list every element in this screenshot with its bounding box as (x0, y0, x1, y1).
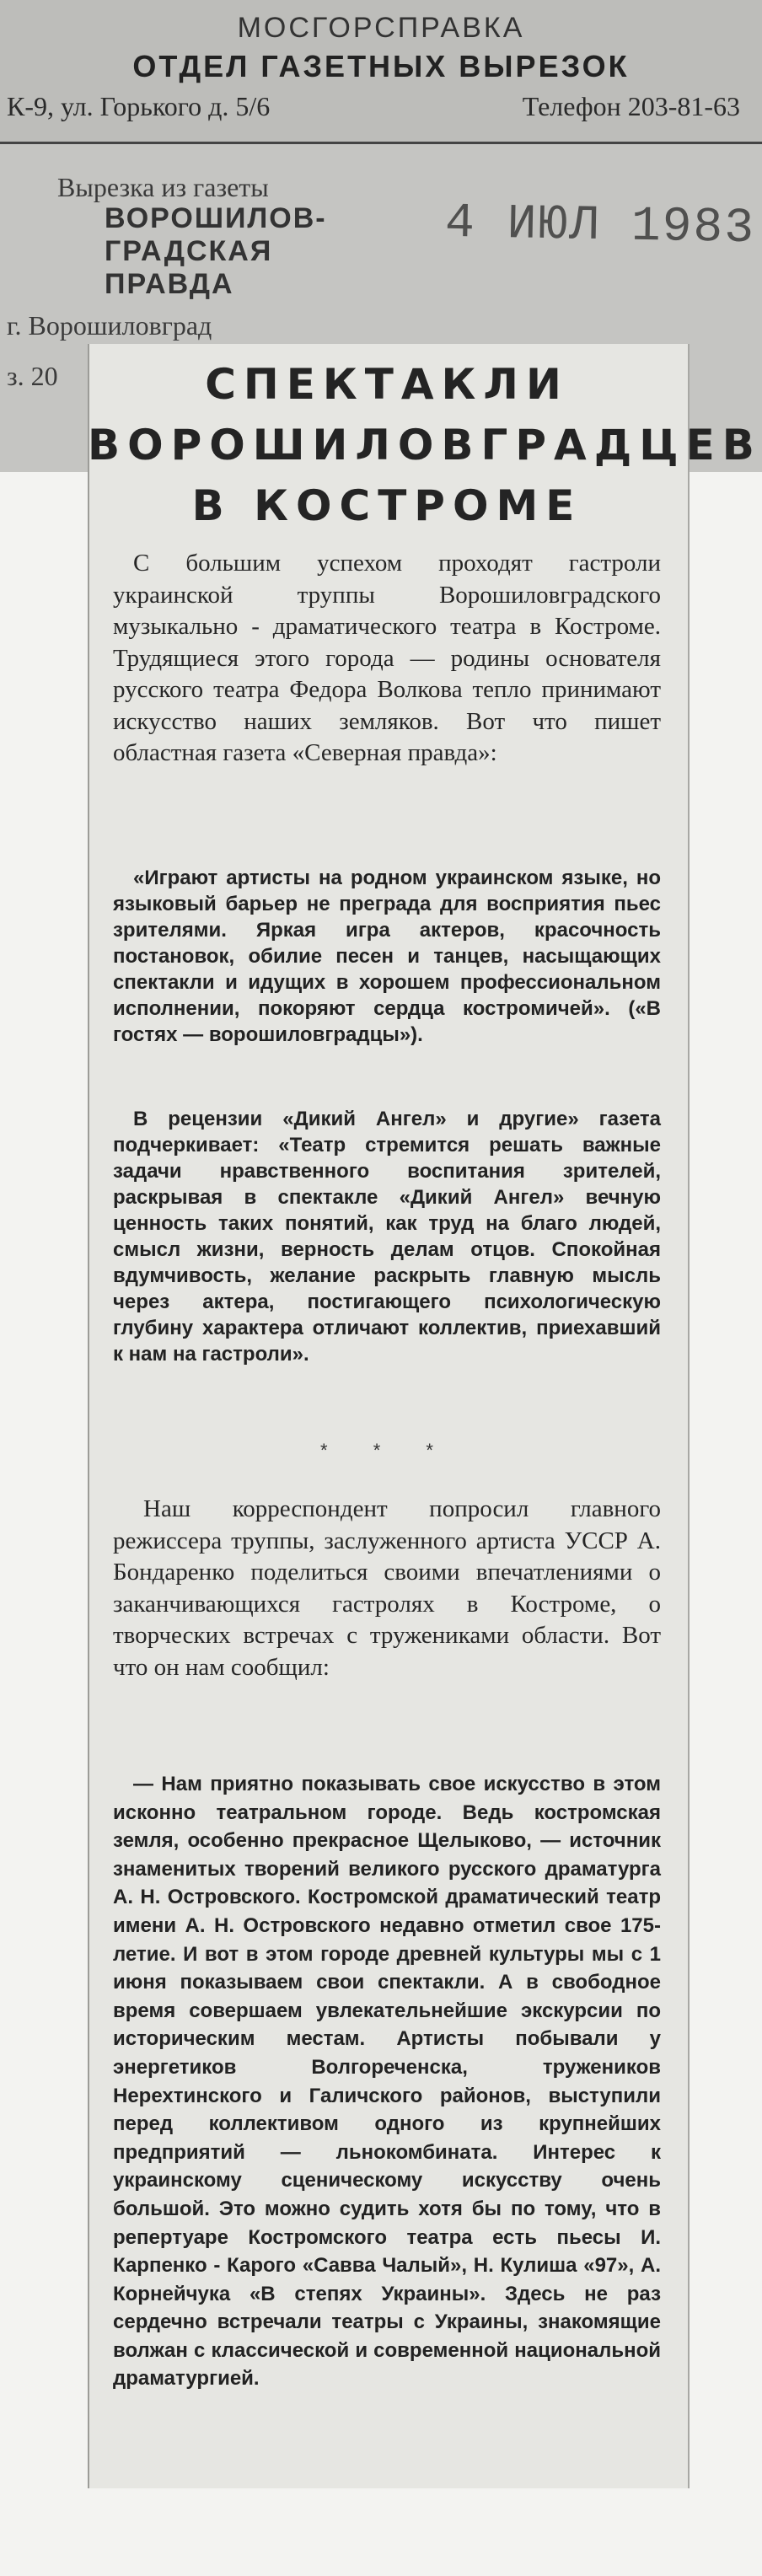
department-name: ОТДЕЛ ГАЗЕТНЫХ ВЫРЕЗОК (132, 49, 630, 83)
section-separator: * * * (320, 1440, 453, 1461)
clipping-source-label: Вырезка из газеты (57, 172, 269, 202)
date-stamp: 4 ИЮЛ 1983 (444, 196, 756, 257)
agency-name: МОСГОРСПРАВКА (237, 12, 525, 44)
article-quote-wild-angel: В рецензии «Дикий Ангел» и другие» газета подчеркивает: «Театр стремится решать важные задачи нравственного воспитания зрителей, раскрывая в спектакле «Дикий Ангел» вечную ценность таких понятий, как труд на благо людей, смысл жизни, верность делам отцов. Спокойная вдумчивость, желание раскрыть главную мысль через актера, постигающего психологическую глубину характера отличают коллектив, приехавший к нам на гастроли». (113, 1108, 661, 1366)
article-intro: С большим успехом проходят гастроли украинской труппы Ворошиловградского музыкально - драматического театра в Костроме. Трудящиеся этого города — родины основателя русского театра Федора Волкова тепло принимают искусство наших земляков. Вот что пишет областная газета «Северная правда»: (113, 550, 661, 766)
newspaper-name: ВОРОШИЛОВ-ГРАДСКАЯ ПРАВДА (105, 202, 327, 300)
order-number: з. 20 (7, 361, 58, 391)
article-director-quote: — Нам приятно показывать свое искусство в этом исконно театральном городе. Ведь костромская земля, особенно прекрасное Щелыково, — источник знаменитых творений великого русского драматурга А. Н. Островского. Костромской драматический театр имени А. Н. Островского недавно отметил свое 175-летие. И вот в этом городе древней культуры мы с 1 июня показываем свои спектакли. А в свободное время совершаем увлекательнейшие экскурсии по историческим местам. Артисты побывали у энергетиков Волгореченска, тружеников Нерехтинского и Галичского районов, выступили перед коллективом одного из крупнейших предприятий — льнокомбината. Интерес к украинскому сценическому искусству очень большой. Это можно судить хотя бы по тому, что в репертуаре Костромского театра есть пьесы И. Карпенко - Карого «Савва Чалый», Н. Кулиша «97», А. Корнейчука «В степях Украины». Здесь не раз сердечно встречали театры с Украины, знакомящие волжан с классической и современной национальной драматургией. (113, 1773, 661, 2391)
agency-phone: Телефон 203-81-63 (522, 91, 740, 121)
newspaper-city: г. Ворошиловград (7, 310, 212, 341)
article-quote-review: «Играют артисты на родном украинском языке, но языковый барьер не преграда для восприятия пьес зрителями. Яркая игра актеров, красочность постановок, обилие песен и танцев, насыщающих спектакли и идущих в хорошем профессиональном исполнении, покоряют сердца костромичей». («В гостях — ворошиловградцы»). (113, 867, 661, 1046)
agency-address: К-9, ул. Горького д. 5/6 (7, 91, 271, 121)
article-headline: СПЕКТАКЛИ ВОРОШИЛОВГРАДЦЕВ В КОСТРОМЕ (88, 360, 762, 530)
article-correspondent-paragraph: Наш корреспондент попросил главного режиссера труппы, заслуженного артиста УССР А. Бондаренко поделиться своими впечатлениями о заканчивающихся гастролях в Костроме, о творческих встречах с тружениками области. Вот что он нам сообщил: (113, 1495, 661, 1681)
slip-header (0, 0, 762, 144)
